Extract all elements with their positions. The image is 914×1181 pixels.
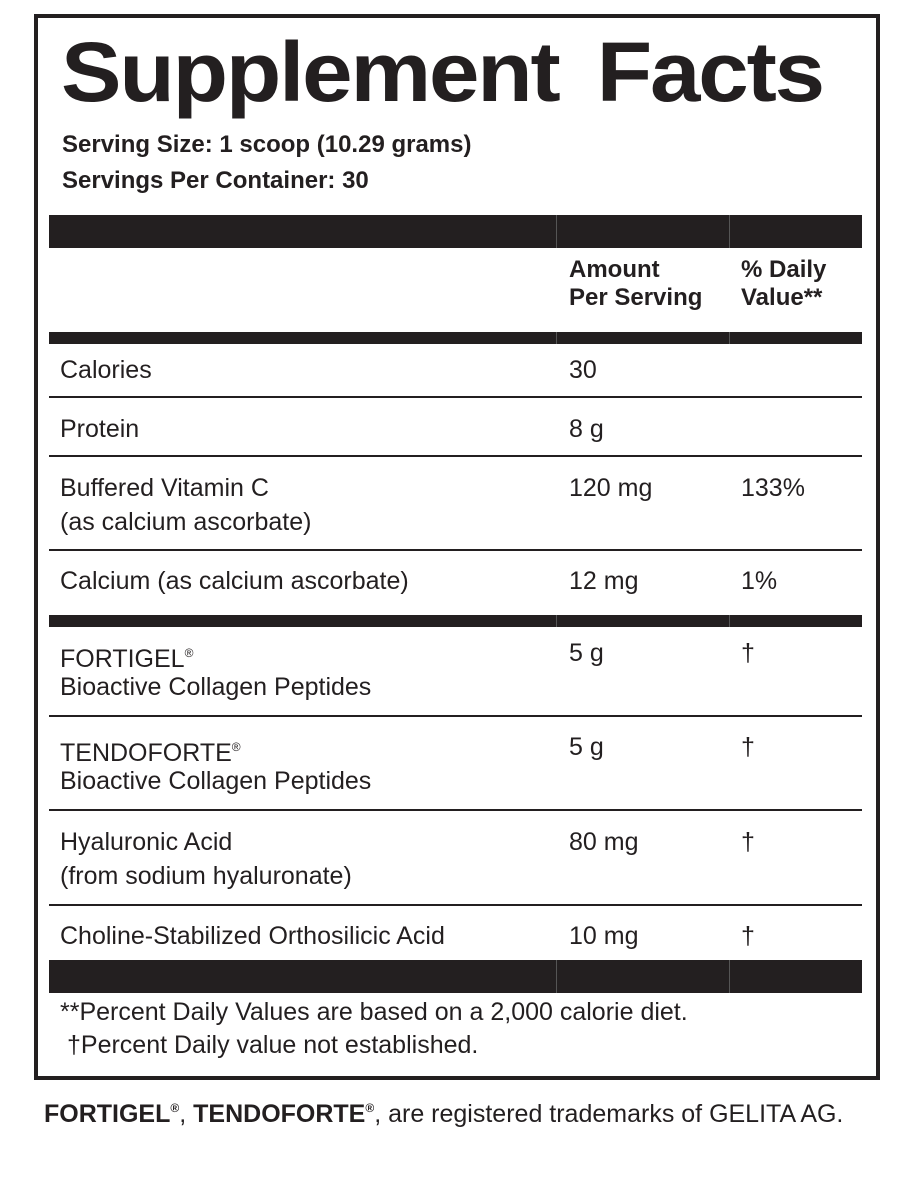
row-divider xyxy=(49,396,862,398)
nutrient-source: (as calcium ascorbate) xyxy=(60,508,312,536)
ingredient-amount: 5 g xyxy=(569,639,604,667)
nutrient-name: Calcium (as calcium ascorbate) xyxy=(60,567,409,595)
ingredient-dv: † xyxy=(741,639,755,667)
ingredient-name: TENDOFORTE® xyxy=(60,739,241,767)
ingredient-amount: 5 g xyxy=(569,733,604,761)
daily-value-footnote: **Percent Daily Values are based on a 2,000 calorie diet. xyxy=(60,998,688,1026)
trademark-text: , are registered trademarks of GELITA AG. xyxy=(374,1100,844,1128)
ingredient-dv: † xyxy=(741,922,755,950)
ingredient-amount: 80 mg xyxy=(569,828,639,856)
footer-bar xyxy=(49,960,862,993)
brand-fortigel: FORTIGEL® xyxy=(44,1100,180,1128)
ingredient-amount: 10 mg xyxy=(569,922,639,950)
nutrient-name: Calories xyxy=(60,356,152,384)
dv-header-line2: Value** xyxy=(741,284,823,311)
amount-header xyxy=(569,256,702,312)
ingredient-name: FORTIGEL® xyxy=(60,645,194,673)
ingredient-description: Bioactive Collagen Peptides xyxy=(60,767,372,795)
ingredient-dv: † xyxy=(741,828,755,856)
nutrient-dv: 1% xyxy=(741,567,778,595)
nutrient-dv: 133% xyxy=(741,474,805,502)
row-divider xyxy=(49,715,862,717)
trademark-notice: FORTIGEL®, TENDOFORTE®, are registered trademarks of GELITA AG. xyxy=(44,1100,844,1128)
registered-mark: ® xyxy=(231,740,241,754)
ingredient-description: (from sodium hyaluronate) xyxy=(60,862,352,890)
ingredient-dv: † xyxy=(741,733,755,761)
dv-header-line1: % Daily xyxy=(741,256,827,283)
amount-header-line1: Amount xyxy=(569,256,660,283)
ingredient-name: Hyaluronic Acid xyxy=(60,828,233,856)
row-divider xyxy=(49,455,862,457)
nutrient-name: Buffered Vitamin C xyxy=(60,474,269,502)
nutrient-name: Protein xyxy=(60,415,140,443)
nutrient-amount: 30 xyxy=(569,356,597,384)
dagger-footnote: †Percent Daily value not established. xyxy=(67,1031,479,1059)
daily-value-header xyxy=(741,256,826,312)
row-divider xyxy=(49,549,862,551)
amount-header-line2: Per Serving xyxy=(569,284,703,311)
header-bar xyxy=(49,215,862,248)
nutrient-amount: 120 mg xyxy=(569,474,653,502)
section-bar xyxy=(49,332,862,344)
servings-per-container: Servings Per Container: 30 xyxy=(62,167,369,194)
label-title: Supplement Facts xyxy=(61,25,823,119)
serving-size: Serving Size: 1 scoop (10.29 grams) xyxy=(62,131,472,158)
column-divider xyxy=(556,215,557,248)
nutrient-amount: 12 mg xyxy=(569,567,639,595)
section-bar xyxy=(49,615,862,627)
nutrient-amount: 8 g xyxy=(569,415,604,443)
ingredient-name: Choline-Stabilized Orthosilicic Acid xyxy=(60,922,445,950)
registered-mark: ® xyxy=(184,646,194,660)
column-divider xyxy=(729,215,730,248)
ingredient-description: Bioactive Collagen Peptides xyxy=(60,673,372,701)
row-divider xyxy=(49,904,862,906)
row-divider xyxy=(49,809,862,811)
brand-tendoforte: TENDOFORTE® xyxy=(193,1100,375,1128)
